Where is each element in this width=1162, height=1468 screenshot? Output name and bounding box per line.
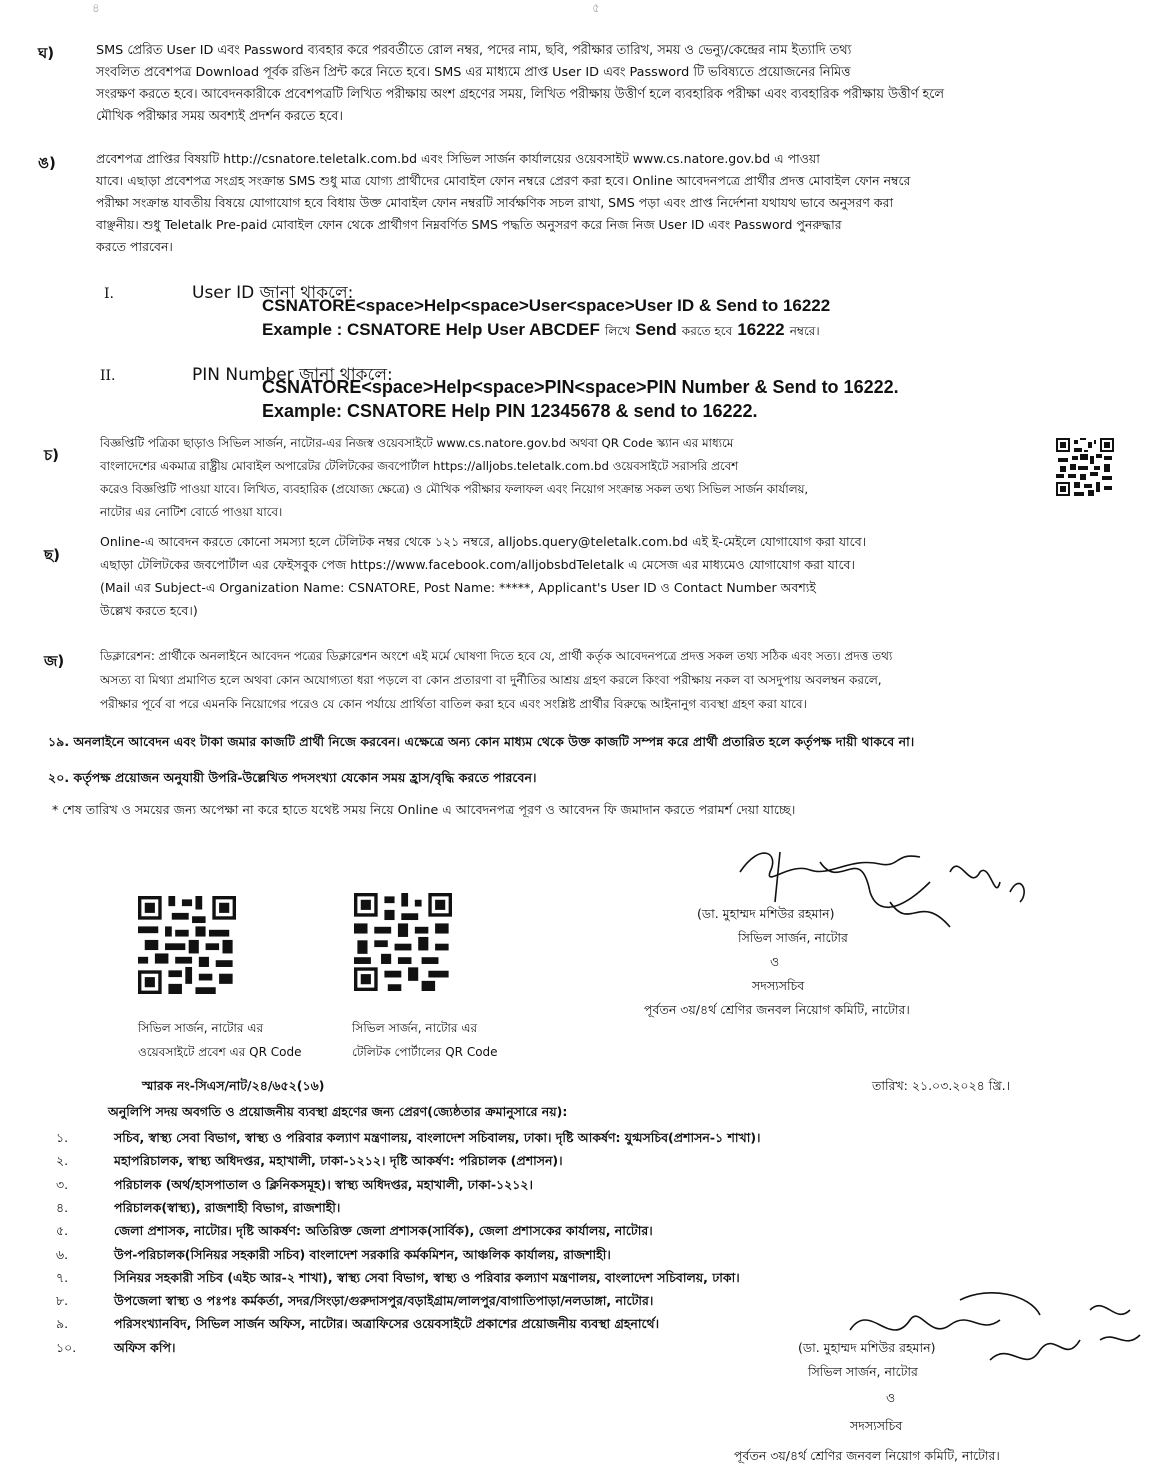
copy-list-text: উপ-পরিচালক(সিনিয়র সহকারী সচিব) বাংলাদেশ সরকারি কর্মকমিশন, আঞ্চলিক কার্যালয়, রাজশাহী। <box>114 1246 611 1262</box>
sig2-title: সিভিল সার্জন, নাটোর <box>808 1364 918 1379</box>
sms-ii-num: II. <box>100 368 116 384</box>
ja-line-3: পরীক্ষার পূর্বে বা পরে এমনকি নিয়োগের পরেও যে কোন পর্যায়ে প্রার্থিতা বাতিল করা হবে এবং সংশ্লিষ্ট প্রার্থীর বিরুদ্ধে আইনানুগ ব্যবস্থা গ্রহণ করা যাবে। <box>100 697 807 711</box>
copy-list-number: ৮. <box>56 1293 69 1309</box>
gha-line-3: সংরক্ষণ করতে হবে। আবেদনকারীকে প্রবেশপত্রটি লিখিত পরীক্ষায় অংশ গ্রহণের সময়, লিখিত পরীক্ষায় উত্তীর্ণ হলে ব্যবহারিক পরীক্ষা এবং ব্যবহারিক পরীক্ষায় উত্তীর্ণ হলে <box>96 87 944 102</box>
qr-code-teletalk <box>354 892 452 992</box>
ja-line-2: অসত্য বা মিথ্যা প্রমাণিত হলে অথবা কোন অযোগ্যতা ধরা পড়লে বা কোন প্রতারণা বা দুর্নীতির আশ্রয় গ্রহণ করলে কিংবা পরীক্ষায় নকল বা অসদুপায় অবলম্বন করলে, <box>100 673 882 687</box>
point-20: ২০. কর্তৃপক্ষ প্রয়োজন অনুযায়ী উপরি-উল্লেখিত পদসংখ্যা যেকোন সময় হ্রাস/বৃদ্ধি করতে পারবেন। <box>48 770 537 785</box>
sig2-role: সদস্যসচিব <box>850 1418 903 1433</box>
section-umo <box>96 148 1126 258</box>
qr-code-website <box>138 896 236 994</box>
section-chha-label: ছ) <box>44 546 60 564</box>
sms-ii-head: PIN Number জানা থাকলে: <box>192 365 393 385</box>
sms-i-line-1: CSNATORE<space>Help<space>User<space>User ID & Send to 16222 <box>262 296 831 315</box>
copy-list-number: ৬. <box>56 1246 69 1262</box>
copy-list-number: ১. <box>56 1130 69 1145</box>
qr-caption-website <box>138 1016 301 1064</box>
section-ja <box>100 644 1130 716</box>
copy-list-number: ৭. <box>56 1269 69 1285</box>
qr-website-caption-2: ওয়েবসাইটে প্রবেশ এর QR Code <box>138 1045 302 1059</box>
sms-ii-line-2: Example: CSNATORE Help PIN 12345678 & send to 16222. <box>262 401 758 421</box>
copy-list-number: ৪. <box>56 1199 69 1215</box>
section-cha-label: চ) <box>44 446 59 464</box>
copy-list-text: পরিচালক (অর্থ/হাসপাতাল ও ক্লিনিকসমূহ)। স্বাস্থ্য অধিদপ্তর, মহাখালী, ঢাকা-১২১২। <box>114 1176 534 1192</box>
sms-ii-line-1: CSNATORE<space>Help<space>PIN<space>PIN Number & Send to 16222. <box>262 377 899 397</box>
qr-code-small <box>1056 436 1114 498</box>
chha-line-4: উল্লেখ করতে হবে।) <box>100 603 198 618</box>
point-19: ১৯. অনলাইনে আবেদন এবং টাকা জমার কাজটি প্রার্থী নিজে করবেন। এক্ষেত্রে অন্য কোন মাধ্যম থেকে উক্ত কাজটি সম্পন্ন করে প্রার্থী প্রতারিত হলে কর্তৃপক্ষ দায়ী থাকবে না। <box>48 734 915 749</box>
section-ja-label: জ) <box>44 652 65 670</box>
top-mark-right: ৫ <box>592 1 600 15</box>
copy-list-text: অফিস কপি। <box>114 1339 176 1355</box>
top-mark-left: ৪ <box>92 1 100 15</box>
sig2-committee: পূর্বতন ৩য়/৪র্থ শ্রেণির জনবল নিয়োগ কমিটি, নাটোর। <box>734 1448 1000 1463</box>
copy-list-text: সচিব, স্বাস্থ্য সেবা বিভাগ, স্বাস্থ্য ও পরিবার কল্যাণ মন্ত্রণালয়, বাংলাদেশ সচিবালয়, ঢাকা। দৃষ্টি আকর্ষণ: যুগ্মসচিব(প্রশাসন-১ শাখা)। <box>114 1130 761 1145</box>
umo-line-1: প্রবেশপত্র প্রাপ্তির বিষয়টি http://csnatore.teletalk.com.bd এবং সিভিল সার্জন কার্যালয়ের ওয়েবসাইট www.cs.natore.gov.bd এ পাওয়া <box>96 151 820 166</box>
copy-list-text: উপজেলা স্বাস্থ্য ও পঃপঃ কর্মকর্তা, সদর/সিংড়া/গুরুদাসপুর/বড়াইগ্রাম/লালপুর/বাগাতিপাড়া/নলডাঙ্গা, নাটোর। <box>114 1293 654 1309</box>
sms-i-example: Example : CSNATORE Help User ABCDEF <box>262 320 600 339</box>
sig2-name: (ডা. মুহাম্মদ মশিউর রহমান) <box>798 1340 936 1355</box>
copy-list-number: ১০. <box>56 1339 77 1355</box>
umo-line-2: যাবে। এছাড়া প্রবেশপত্র সংগ্রহ সংক্রান্ত SMS শুধু মাত্র যোগ্য প্রার্থীদের মোবাইল ফোন নম্বরে প্রেরণ করা হবে। Online আবেদনপত্রে প্রার্থীর প্রদত্ত মোবাইল ফোন নম্বরে <box>96 173 911 188</box>
qr-website-caption-1: সিভিল সার্জন, নাটোর এর <box>138 1021 264 1035</box>
section-chha <box>100 530 1130 622</box>
section-umo-label: ঙ) <box>38 154 56 172</box>
copy-list-text: জেলা প্রশাসক, নাটোর। দৃষ্টি আকর্ষণ: অতিরিক্ত জেলা প্রশাসক(সার্বিক), জেলা প্রশাসকের কার্যালয়, নাটোর। <box>114 1223 653 1239</box>
umo-line-3: পরীক্ষা সংক্রান্ত যাবতীয় বিষয়ে যোগাযোগ হবে বিধায় উক্ত মোবাইল ফোন নম্বরটি সার্বক্ষণিক সচল রাখা, SMS পড়া এবং প্রাপ্ত নির্দেশনা যথাযথ ভাবে অনুসরণ করা <box>96 195 894 210</box>
sig1-name: (ডা. মুহাম্মদ মশিউর রহমান) <box>697 906 835 921</box>
sms-i-head: User ID জানা থাকলে: <box>192 283 354 303</box>
ja-line-1: ডিক্লারেশন: প্রার্থীকে অনলাইনে আবেদন পত্রের ডিক্লারেশন অংশে এই মর্মে ঘোষণা দিতে হবে যে, প্রার্থী কর্তৃক আবেদনপত্রে প্রদত্ত সকল তথ্য সঠিক এবং সত্য। প্রদত্ত তথ্য <box>100 649 893 663</box>
sig1-committee: পূর্বতন ৩য়/৪র্থ শ্রেণির জনবল নিয়োগ কমিটি, নাটোর। <box>644 1002 910 1017</box>
advice-note: * শেষ তারিখ ও সময়ের জন্য অপেক্ষা না করে হাতে যথেষ্ট সময় নিয়ে Online এ আবেদনপত্র পূরণ ও আবেদন ফি জমাদান করতে পরামর্শ দেয়া যাচ্ছে। <box>52 802 796 817</box>
sms-i-send: Send <box>635 320 677 339</box>
cha-line-2: বাংলাদেশের একমাত্র রাষ্ট্রীয় মোবাইল অপারেটর টেলিটকের জবপোর্টাল https://alljobs.teletalk.com.bd ওয়েবসাইটে সরাসরি প্রবেশ <box>100 459 739 473</box>
section-gha <box>96 40 1126 128</box>
sms-i-number: 16222 <box>737 320 785 339</box>
sms-i-line-2 <box>262 320 820 343</box>
qr-caption-teletalk <box>352 1016 498 1064</box>
chha-line-1: Online-এ আবেদন করতে কোনো সমস্যা হলে টেলিটক নম্বর থেকে ১২১ নম্বরে, alljobs.query@teletalk.com.bd এই ই-মেইলে যোগাযোগ করা যাবে। <box>100 534 867 549</box>
copy-heading: অনুলিপি সদয় অবগতি ও প্রয়োজনীয় ব্যবস্থা গ্রহণের জন্য প্রেরণ(জ্যেষ্ঠতার ক্রমানুসারে নয়): <box>108 1104 568 1119</box>
copy-list-number: ৯. <box>56 1316 69 1332</box>
sig1-role: সদস্যসচিব <box>752 978 805 993</box>
chha-line-2: এছাড়া টেলিটকের জবপোর্টাল এর ফেইসবুক পেজ https://www.facebook.com/alljobsbdTeletalk এ মেসেজ এর মাধ্যমেও যোগাযোগ করা যাবে। <box>100 557 855 572</box>
cha-line-1: বিজ্ঞপ্তিটি পত্রিকা ছাড়াও সিভিল সার্জন, নাটোর-এর নিজস্ব ওয়েবসাইটে www.cs.natore.gov.bd অথবা QR Code স্ক্যান এর মাধ্যমে <box>100 436 734 450</box>
copy-list-text: পরিচালক(স্বাস্থ্য), রাজশাহী বিভাগ, রাজশাহী। <box>114 1199 341 1215</box>
chha-line-3: (Mail এর Subject-এ Organization Name: CSNATORE, Post Name: *****, Applicant's User ID ও Contact Number অবশ্যই <box>100 580 816 595</box>
umo-line-5: করতে পারবেন। <box>96 239 173 254</box>
copy-list-number: ৫. <box>56 1223 69 1239</box>
gha-line-1: SMS প্রেরিত User ID এবং Password ব্যবহার করে পরবর্তীতে রোল নম্বর, পদের নাম, ছবি, পরীক্ষার তারিখ, সময় ও ভেন্যু/কেন্দ্রের নাম ইত্যাদি তথ্য <box>96 43 852 58</box>
qr-teletalk-caption-1: সিভিল সার্জন, নাটোর এর <box>352 1021 478 1035</box>
gha-line-2: সংবলিত প্রবেশপত্র Download পূর্বক রঙিন প্রিন্ট করে নিতে হবে। SMS এর মাধ্যমে প্রাপ্ত User ID এবং Password টি ভবিষ্যতে প্রয়োজনের নিমিত্ত <box>96 65 851 80</box>
sms-i-korte: করতে হবে <box>681 324 733 338</box>
cha-line-4: নাটোর এর নোটিশ বোর্ডে পাওয়া যাবে। <box>100 505 283 519</box>
sms-i-likhe: লিখে <box>604 324 631 338</box>
memo-ref: স্মারক নং-সিএস/নাট/২৪/৬৫২(১৬) <box>142 1078 325 1093</box>
copy-list-text: মহাপরিচালক, স্বাস্থ্য অধিদপ্তর, মহাখালী, ঢাকা-১২১২। দৃষ্টি আকর্ষণ: পরিচালক (প্রশাসন)। <box>114 1153 563 1169</box>
cha-line-3: করেও বিজ্ঞপ্তিটি পাওয়া যাবে। লিখিত, ব্যবহারিক (প্রযোজ্য ক্ষেত্রে) ও মৌখিক পরীক্ষার ফলাফল এবং নিয়োগ সংক্রান্ত সকল তথ্য সিভিল সার্জন কার্যালয়, <box>100 482 809 496</box>
copy-list-text: সিনিয়র সহকারী সচিব (এইচ আর-২ শাখা), স্বাস্থ্য সেবা বিভাগ, স্বাস্থ্য ও পরিবার কল্যাণ মন্ত্রণালয়, বাংলাদেশ সচিবালয়, ঢাকা। <box>114 1269 740 1285</box>
section-gha-label: ঘ) <box>38 44 55 62</box>
section-cha <box>100 432 1035 524</box>
copy-list-text: পরিসংখ্যানবিদ, সিভিল সার্জন অফিস, নাটোর। অত্রাফিসের ওয়েবসাইটে প্রকাশের প্রয়োজনীয় ব্যবস্থা গ্রহনার্থে। <box>114 1316 660 1332</box>
gha-line-4: মৌখিক পরীক্ষার সময় অবশ্যই প্রদর্শন করতে হবে। <box>96 109 343 124</box>
umo-line-4: বাঞ্ছনীয়। শুধু Teletalk Pre-paid মোবাইল ফোন থেকে প্রার্থীগণ নিম্নবর্ণিত SMS পদ্ধতি অনুসরণ করে নিজ নিজ User ID এবং Password পুনরুদ্ধার <box>96 217 842 232</box>
sig2-and: ও <box>886 1390 896 1405</box>
memo-date: তারিখ: ২১.০৩.২০২৪ খ্রি.। <box>872 1078 1011 1093</box>
copy-list-number: ৩. <box>56 1176 69 1192</box>
sig1-title: সিভিল সার্জন, নাটোর <box>738 930 848 945</box>
sms-i-nombore: নম্বরে। <box>789 324 820 338</box>
sms-i-num: I. <box>104 286 114 302</box>
sig1-and: ও <box>770 954 780 969</box>
qr-teletalk-caption-2: টেলিটক পোর্টালের QR Code <box>352 1045 498 1059</box>
copy-list-number: ২. <box>56 1153 69 1169</box>
